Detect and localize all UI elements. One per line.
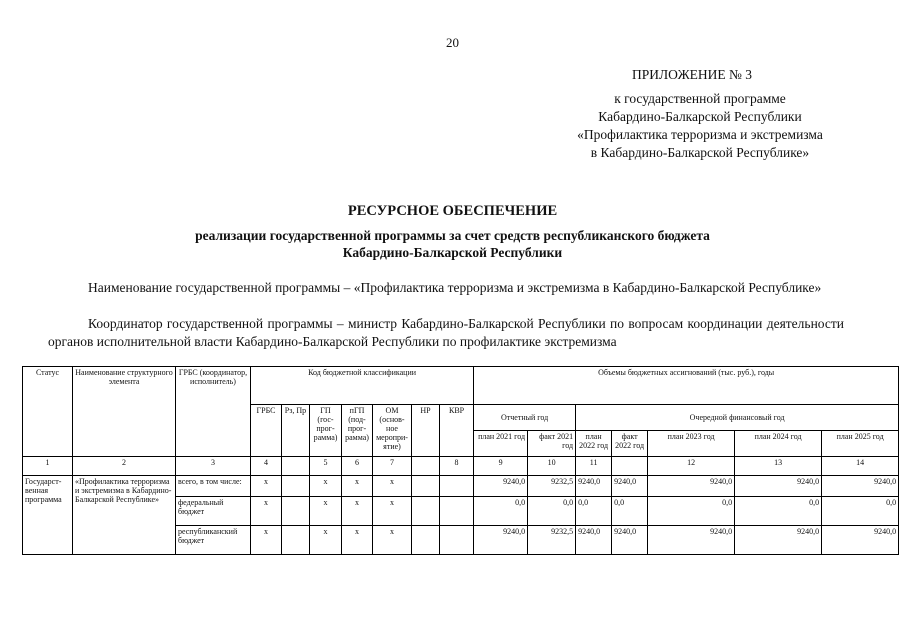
gp-cell: х [310,526,342,555]
plan-2022-cell: 9240,0 [576,476,612,497]
subtitle-line: Кабардино-Балкарской Республики [342,245,563,260]
nr-cell [412,497,440,526]
fact-2022-cell: 9240,0 [612,476,648,497]
header-kvr: КВР [440,405,474,457]
header-fact-2021: факт 2021 год [528,431,576,457]
gp-cell: х [310,476,342,497]
header-grbs-coordinator: ГРБС (координатор, исполнитель) [176,367,251,457]
col-number: 14 [822,457,899,476]
plan-2021-cell: 9240,0 [474,476,528,497]
header-plan-2025: план 2025 год [822,431,899,457]
pgp-cell: х [342,526,373,555]
col-number: 2 [73,457,176,476]
appendix-block [540,66,860,162]
header-om: ОМ (основ-ное меропри-ятие) [373,405,412,457]
kvr-cell [440,526,474,555]
document-subtitle [0,227,905,261]
plan-2024-cell: 9240,0 [735,526,822,555]
plan-2021-cell: 0,0 [474,497,528,526]
header-status: Статус [23,367,73,457]
header-volumes: Объемы бюджетных ассигнований (тыс. руб.), годы [474,367,899,405]
om-cell: х [373,476,412,497]
fact-2021-cell: 9232,5 [528,476,576,497]
appendix-line: «Профилактика терроризма и экстремизма [577,127,823,142]
appendix-line: в Кабардино-Балкарской Республике» [590,145,810,160]
col-number [612,457,648,476]
header-report-year: Отчетный год [474,405,576,431]
header-plan-2021: план 2021 год [474,431,528,457]
om-cell: х [373,497,412,526]
col-number: 8 [440,457,474,476]
col-number: 9 [474,457,528,476]
col-number: 3 [176,457,251,476]
grbs-name-cell: федеральный бюджет [176,497,251,526]
col-number: 11 [576,457,612,476]
header-pgp: пГП (под-прог-рамма) [342,405,373,457]
subtitle-line: реализации государственной программы за счет средств республиканского бюджета [195,228,710,243]
col-number [412,457,440,476]
rzpr-cell [282,497,310,526]
rzpr-cell [282,526,310,555]
header-plan-2022: план 2022 год [576,431,612,457]
plan-2023-cell: 0,0 [648,497,735,526]
appendix-title: ПРИЛОЖЕНИЕ № 3 [632,67,753,82]
col-number: 4 [251,457,282,476]
nr-cell [412,526,440,555]
fact-2022-cell: 0,0 [612,497,648,526]
grbs-name-cell: всего, в том числе: [176,476,251,497]
appendix-line: Кабардино-Балкарской Республики [598,109,802,124]
header-budget-code: Код бюджетной классификации [251,367,474,405]
kvr-cell [440,476,474,497]
plan-2025-cell: 9240,0 [822,476,899,497]
status-cell: Государст-венная программа [23,476,73,555]
fact-2021-cell: 0,0 [528,497,576,526]
header-plan-2024: план 2024 год [735,431,822,457]
grbs-name-cell: республиканский бюджет [176,526,251,555]
grbs-cell: х [251,476,282,497]
fact-2021-cell: 9232,5 [528,526,576,555]
column-number-row [23,457,899,476]
plan-2024-cell: 9240,0 [735,476,822,497]
pgp-cell: х [342,476,373,497]
fact-2022-cell: 9240,0 [612,526,648,555]
col-number: 13 [735,457,822,476]
coordinator-paragraph: Координатор государственной программы – министр Кабардино-Балкарской Республики по вопросам координации деятельности органов исполнительной власти Кабардино-Балкарской Республики по профилактике экстремизма [48,316,844,349]
kvr-cell [440,497,474,526]
header-plan-2023: план 2023 год [648,431,735,457]
resource-table [22,366,899,555]
nr-cell [412,476,440,497]
col-number: 6 [342,457,373,476]
table-row [23,476,899,497]
col-number [282,457,310,476]
header-element: Наименование структурного элемента [73,367,176,457]
pgp-cell: х [342,497,373,526]
plan-2022-cell: 0,0 [576,497,612,526]
gp-cell: х [310,497,342,526]
plan-2021-cell: 9240,0 [474,526,528,555]
appendix-line: к государственной программе [614,91,786,106]
header-next-year: Очередной финансовый год [576,405,899,431]
plan-2024-cell: 0,0 [735,497,822,526]
rzpr-cell [282,476,310,497]
plan-2025-cell: 9240,0 [822,526,899,555]
header-rzpr: Рз, Пр [282,405,310,457]
col-number: 10 [528,457,576,476]
plan-2023-cell: 9240,0 [648,476,735,497]
program-name-paragraph: Наименование государственной программы – «Профилактика терроризма и экстремизма в Кабардино-Балкарской Республике» [88,280,822,295]
header-nr: НР [412,405,440,457]
document-title: РЕСУРСНОЕ ОБЕСПЕЧЕНИЕ [347,203,558,219]
header-fact-2022: факт 2022 год [612,431,648,457]
grbs-cell: х [251,497,282,526]
header-grbs: ГРБС [251,405,282,457]
col-number: 7 [373,457,412,476]
om-cell: х [373,526,412,555]
grbs-cell: х [251,526,282,555]
element-name-cell: «Профилактика терроризма и экстремизма в Кабардино-Балкарской Республике» [73,476,176,555]
col-number: 12 [648,457,735,476]
col-number: 5 [310,457,342,476]
col-number: 1 [23,457,73,476]
page-number: 20 [446,35,459,50]
plan-2023-cell: 9240,0 [648,526,735,555]
plan-2025-cell: 0,0 [822,497,899,526]
plan-2022-cell: 9240,0 [576,526,612,555]
header-gp: ГП (гос-прог-рамма) [310,405,342,457]
